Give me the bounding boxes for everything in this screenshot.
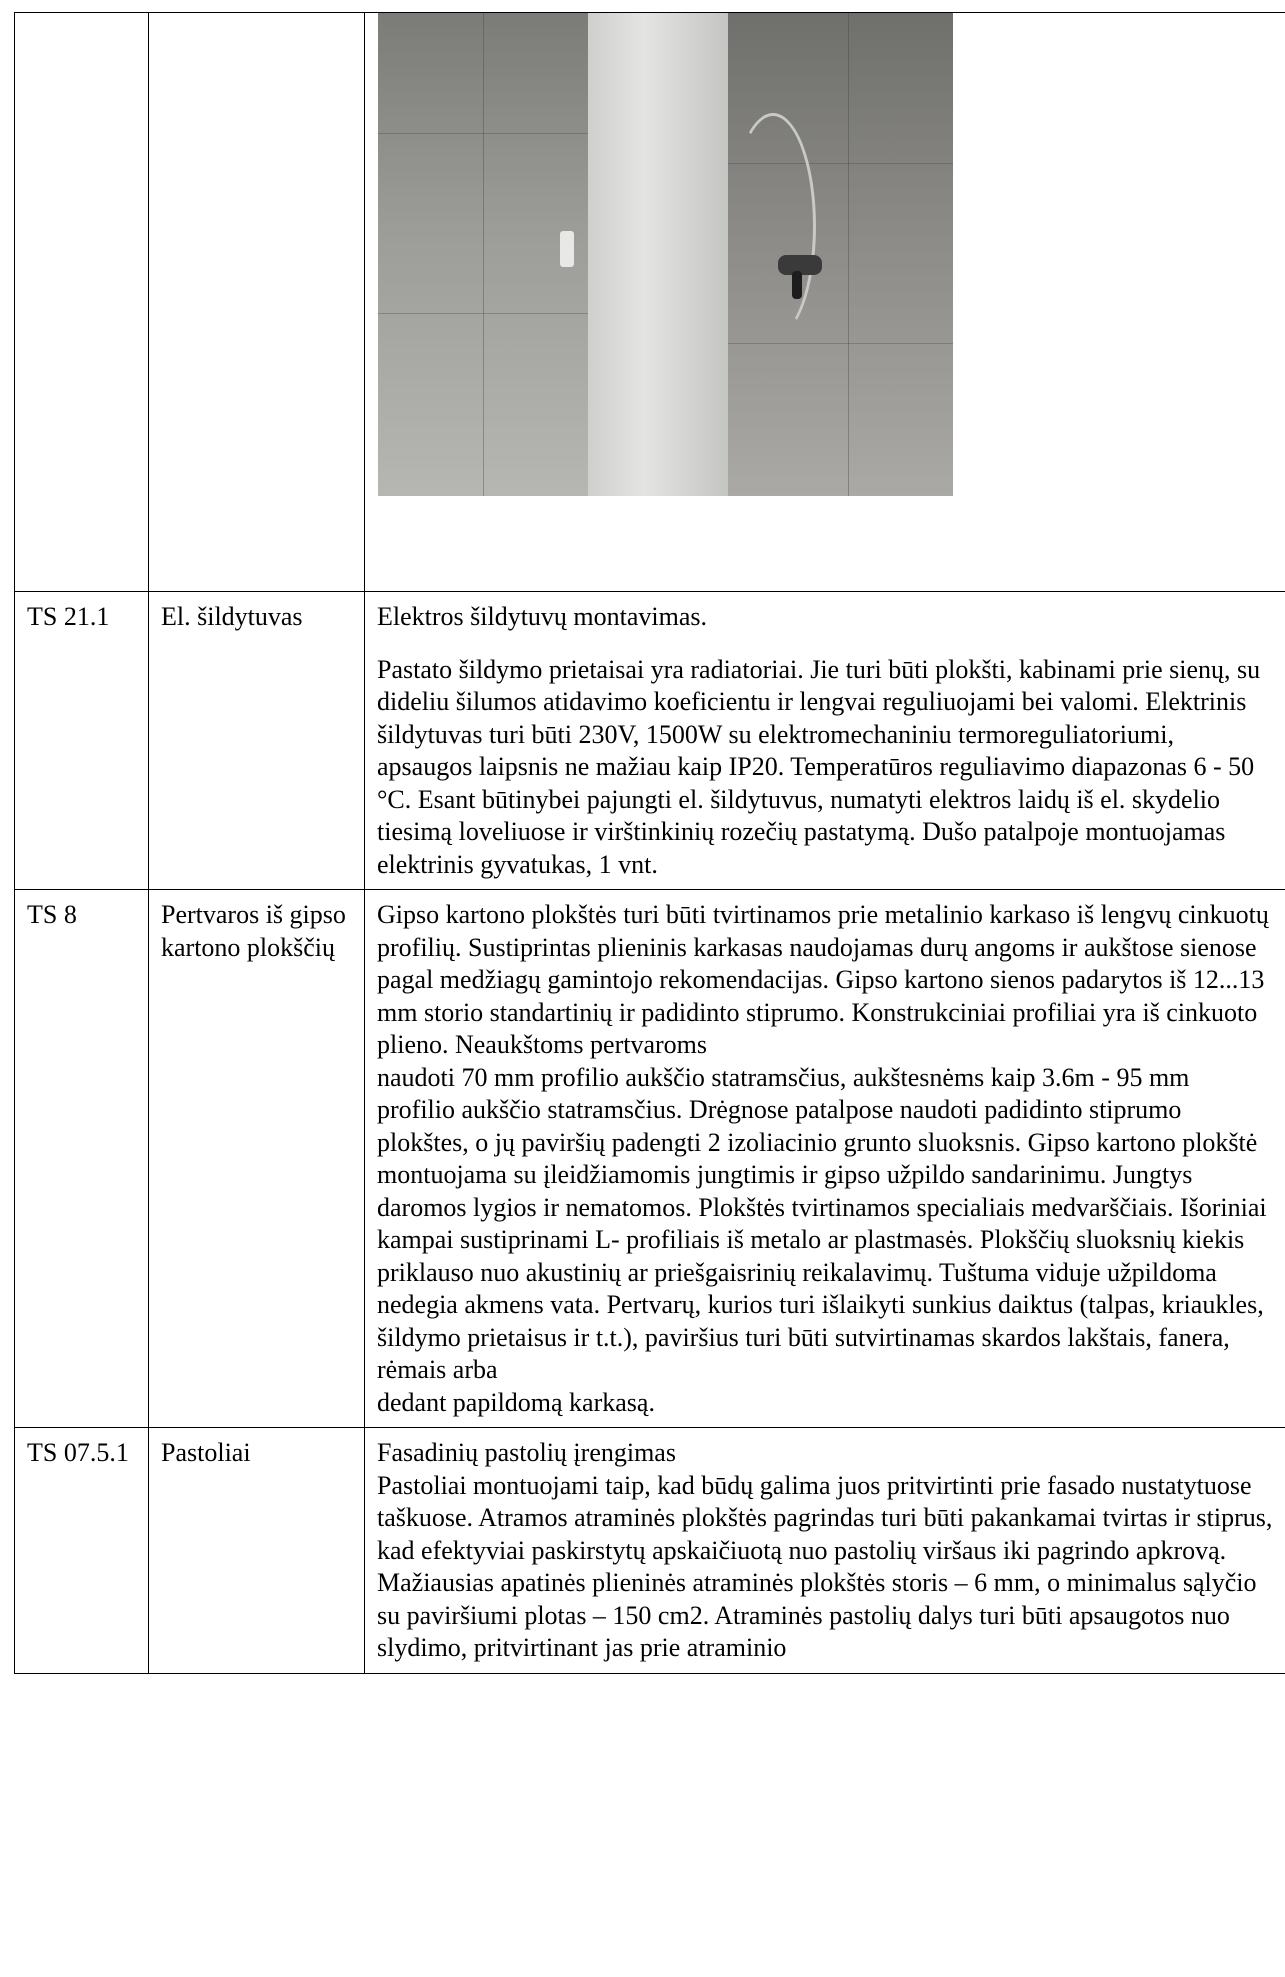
table-row bbox=[15, 890, 1285, 1428]
name-cell-empty bbox=[149, 13, 365, 592]
photo-cell bbox=[365, 13, 1285, 592]
row-name: Pastoliai bbox=[149, 1428, 365, 1674]
spec-table bbox=[14, 12, 1285, 1674]
row-description bbox=[365, 1428, 1285, 1674]
description-paragraph: Pastato šildymo prietaisai yra radiatoriai. Jie turi būti plokšti, kabinami prie sienų, su dideliu šilumos atidavimo koeficientu ir lengvai reguliuojami bei valomi. Elektrinis šildytuvas turi būti 230V, 1500W su elektromechaniniu termoreguliatoriumi, apsaugos laipsnis ne mažiau kaip IP20. Temperatūros reguliavimo diapazonas 6 - 50 °C. Esant būtinybei pajungti el. šildytuvus, numatyti elektros laidų iš el. skydelio tiesimą loveliuose ir virštinkinių rozečių pastatymą. Dušo patalpoje montuojamas elektrinis gyvatukas, 1 vnt. bbox=[377, 654, 1261, 879]
row-code: TS 8 bbox=[15, 890, 149, 1428]
description-line: Pastoliai montuojami taip, kad būdų galima juos pritvirtinti prie fasado nustatytuose taškuose. Atramos atraminės plokštės pagrindas turi būti pakankamai tvirtas ir stiprus, kad efektyviai paskirstytų apskaičiuotą nuo pastolių viršaus iki pagrindo apkrovą. Mažiausias apatinės plieninės atraminės plokštės storis – 6 mm, o minimalus sąlyčio su paviršiumi plotas – 150 cm2. Atraminės pastolių dalys turi būti apsaugotos nuo slydimo, pritvirtinant jas prie atraminio bbox=[377, 1470, 1273, 1662]
row-description bbox=[365, 890, 1285, 1428]
description-paragraph: Elektros šildytuvų montavimas. bbox=[377, 602, 708, 631]
description-line: dedant papildomą karkasą. bbox=[377, 1387, 655, 1417]
row-name: Pertvaros iš gipso kartono plokščių bbox=[149, 890, 365, 1428]
description-line: Gipso kartono plokštės turi būti tvirtinamos prie metalinio karkaso iš lengvų cinkuotų profilių. Sustiprintas plieninis karkasas naudojamas durų angoms ir aukštose sienose pagal medžiagų gamintojo rekomendacijas. Gipso kartono sienos padarytos iš 12...13 mm storio standartinių ir padidinto stiprumo. Konstrukciniai profiliai yra iš cinkuoto plieno. Neaukštoms pertvaroms bbox=[377, 900, 1269, 1059]
table-row bbox=[15, 1428, 1285, 1674]
row-code: TS 21.1 bbox=[15, 592, 149, 890]
row-name: El. šildytuvas bbox=[149, 592, 365, 890]
row-code: TS 07.5.1 bbox=[15, 1428, 149, 1674]
row-description bbox=[365, 592, 1285, 890]
code-cell-empty bbox=[15, 13, 149, 592]
table-row bbox=[15, 592, 1285, 890]
description-line: Fasadinių pastolių įrengimas bbox=[377, 1438, 676, 1467]
shower-photo bbox=[378, 13, 953, 496]
table-row-photo bbox=[15, 13, 1285, 592]
description-line: naudoti 70 mm profilio aukščio statramsčius, aukštesnėms kaip 3.6m - 95 mm profilio aukščio statramsčius. Drėgnose patalpose naudoti padidinto stiprumo plokštes, o jų paviršių padengti 2 izoliacinio grunto sluoksnis. Gipso kartono plokštė montuojama su įleidžiamomis jungtimis ir gipso užpildo sandarinimu. Jungtys daromos lygios ir nematomos. Plokštės tvirtinamos specialiais medvarščiais. Išoriniai kampai sustiprinami L- profiliais iš metalo ar plastmasės. Plokščių sluoksnių kiekis priklauso nuo akustinių ar priešgaisrinių reikalavimų. Tuštuma viduje užpildoma nedegia akmens vata. Pertvarų, kurios turi išlaikyti sunkius daiktus (talpas, kriaukles, šildymo prietaisus ir t.t.), paviršius turi būti sutvirtinamas skardos lakštais, fanera, rėmais arba bbox=[377, 1062, 1267, 1384]
